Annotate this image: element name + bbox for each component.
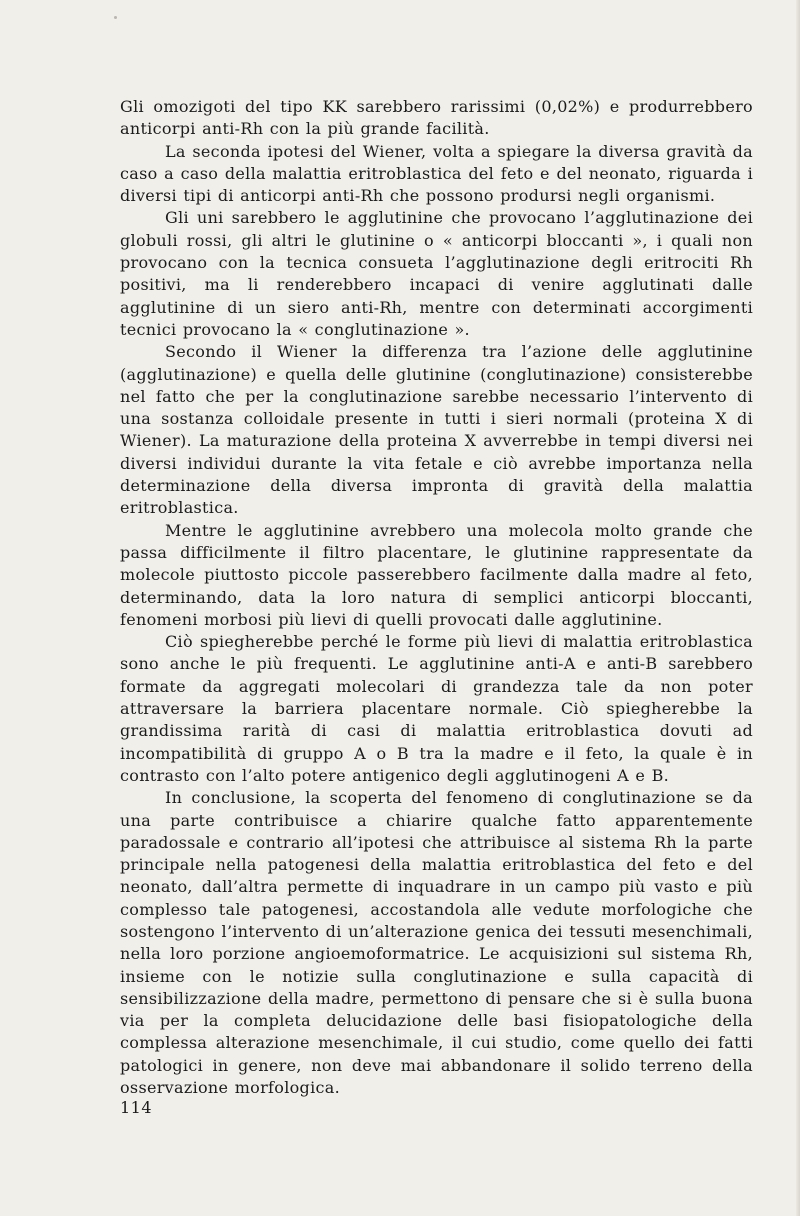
body-text (120, 96, 753, 1099)
paragraph-5: Mentre le agglutinine avrebbero una molecola molto grande che passa difficilmente il filtro placentare, le glutinine rappresentate da molecole piuttosto piccole passerebbero facilmente dalla madre al feto, determinando, data la loro natura di semplici anticorpi bloccanti, fenomeni morbosi più lievi di quelli provocati dalle agglutinine. (120, 520, 753, 629)
paragraph-3: Gli uni sarebbero le agglutinine che provocano l’agglutinazione dei globuli rossi, gli altri le glutinine o « anticorpi bloccanti », i quali non provocano con la tecnica consueta l’agglutinazione degli eritrociti Rh positivi, ma li renderebbero incapaci di venire agglutinati dalle agglutinine di un siero anti-Rh, mentre con determinati accorgimenti tecnici provocano la « conglutinazione ». (120, 208, 753, 339)
paragraph-1: Gli omozigoti del tipo KK sarebbero rarissimi (0,02%) e produrrebbero anticorpi anti-Rh con la più grande facilità. (120, 97, 753, 139)
paragraph-4: Secondo il Wiener la differenza tra l’azione delle agglutinine (agglutinazione) e quella delle glutinine (conglutinazione) consisterebbe nel fatto che per la conglutinazione sarebbe necessario l’intervento di una sostanza colloidale presente in tutti i sieri normali (proteina X di Wiener). La maturazione della proteina X avverrebbe in tempi diversi nei diversi individui durante la vita fetale e ciò avrebbe importanza nella determinazione della diversa impronta di gravità della malattia eritroblastica. (120, 342, 753, 518)
page-number: 114 (120, 1098, 153, 1117)
paragraph-2: La seconda ipotesi del Wiener, volta a spiegare la diversa gravità da caso a caso della malattia eritroblastica del feto e del neonato, riguarda i diversi tipi di anticorpi anti-Rh che possono prodursi negli organismi. (120, 141, 753, 206)
scan-edge-shadow (796, 0, 800, 1216)
paragraph-6: Ciò spiegherebbe perché le forme più lievi di malattia eritroblastica sono anche le più frequenti. Le agglutinine anti-A e anti-B sarebbero formate da aggregati molecolari di grandezza tale da non poter attraversare la barriera placentare normale. Ciò spiegherebbe la grandissima rarità di casi di malattia eritroblastica dovuti ad incompatibilità di gruppo A o B tra la madre e il feto, la quale è in contrasto con l’alto potere antigenico degli agglutinogeni A e B. (120, 632, 753, 785)
paragraph-7: In conclusione, la scoperta del fenomeno di conglutinazione se da una parte contribuisce a chiarire qualche fatto apparentemente paradossale e contrario all’ipotesi che attribuisce al sistema Rh la parte principale nella patogenesi della malattia eritroblastica del feto e del neonato, dall’altra permette di inquadrare in un campo più vasto e più complesso tale patogenesi, accostandola alle vedute morfologiche che sostengono l’intervento di un’alterazione genica dei tessuti mesenchimali, nella loro porzione angioemoformatrice. Le acquisizioni sul sistema Rh, insieme con le notizie sulla conglutinazione e sulla capacità di sensibilizzazione della madre, permettono di pensare che si è sulla buona via per la completa delucidazione delle basi fisiopatologiche della complessa alterazione mesenchimale, il cui studio, come quello dei fatti patologici in genere, non deve mai abbandonare il solido terreno della osservazione morfologica. (120, 788, 753, 1098)
scan-speck (114, 16, 117, 19)
